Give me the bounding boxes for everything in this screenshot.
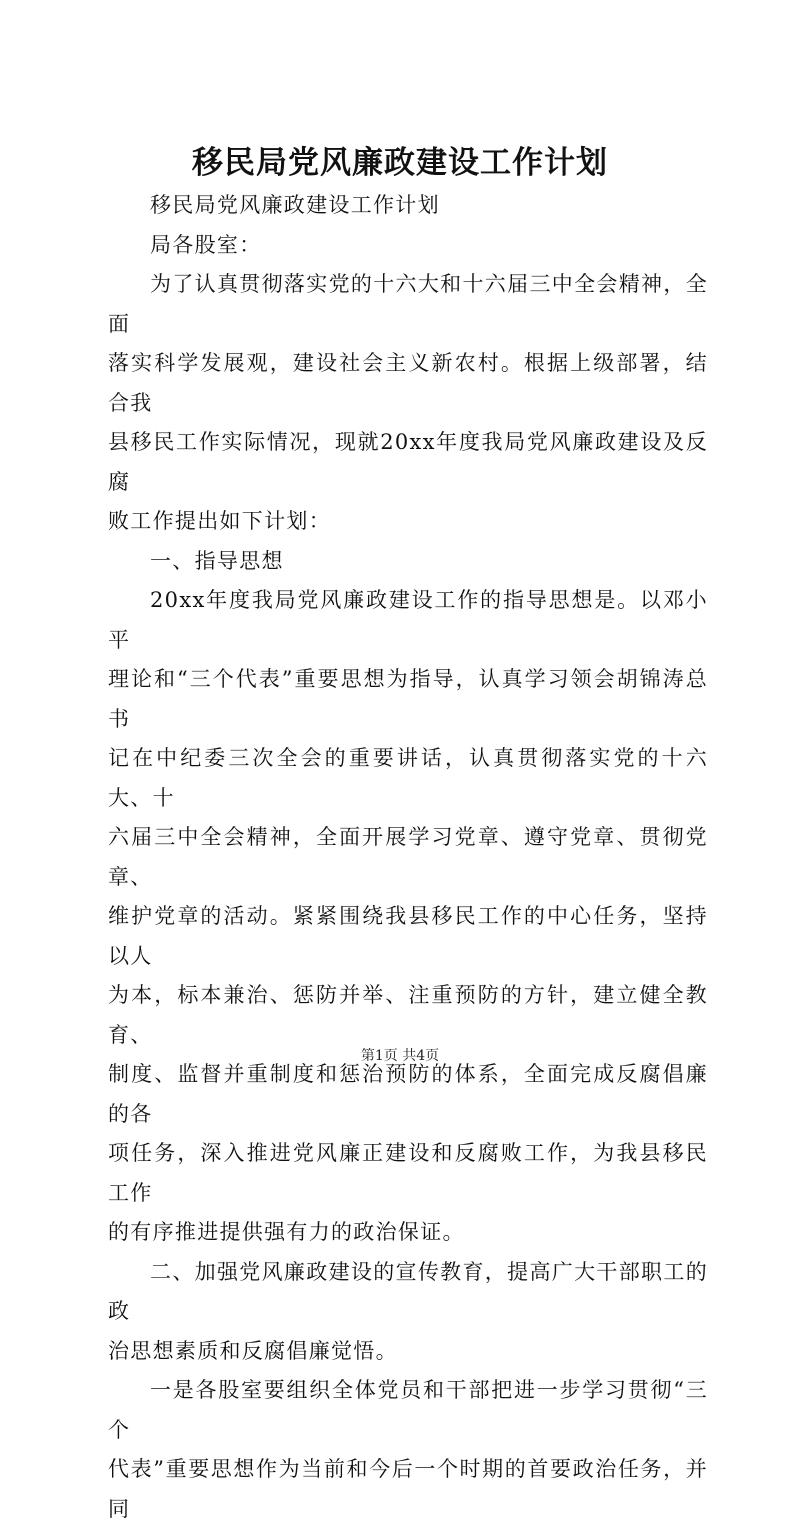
section-heading-guiding-thought: 一、指导思想 xyxy=(150,548,284,573)
paragraph-subtitle: 移民局党风廉政建设工作计划 xyxy=(150,193,440,217)
paragraph-intro: 为了认真贯彻落实党的十六大和十六届三中全会精神，全面 落实科学发展观，建设社会主义新农村。根据上级部署，结合我 县移民工作实际情况，现就20xx年度我局党风廉政建设及反腐 败工作提出如下计划： xyxy=(108,272,708,533)
page-number-footer: 第1页 共4页 xyxy=(360,1048,440,1064)
paragraph-guiding-thought: 20xx年度我局党风廉政建设工作的指导思想是。以邓小平 理论和“三个代表”重要思想为指导，认真学习领会胡锦涛总书 记在中纪委三次全会的重要讲话，认真贯彻落实党的十六大、十 六届三中全会精神，全面开展学习党章、遵守党章、贯彻党章、 维护党章的活动。紧紧围绕我县移民工作的中心任务，坚持以人 为本，标本兼治、惩防并举、注重预防的方针，建立健全教育、 制度、监督并重制度和惩治预防的体系，全面完成反腐倡廉的各 项任务，深入推进党风廉正建设和反腐败工作，为我县移民工作 的有序推进提供强有力的政治保证。 xyxy=(108,588,708,1244)
document-title: 移民局党风廉政建设工作计划 xyxy=(192,145,608,181)
section-heading-education: 二、加强党风廉政建设的宣传教育，提高广大干部职工的政 治思想素质和反腐倡廉觉悟。 xyxy=(108,1259,708,1363)
paragraph-salutation: 局各股室： xyxy=(150,232,262,257)
paragraph-education-point-one: 一是各股室要组织全体党员和干部把进一步学习贯彻“三个 代表”重要思想作为当前和今后一个时期的首要政治任务，并同 xyxy=(108,1378,708,1521)
document-body xyxy=(108,186,708,1529)
